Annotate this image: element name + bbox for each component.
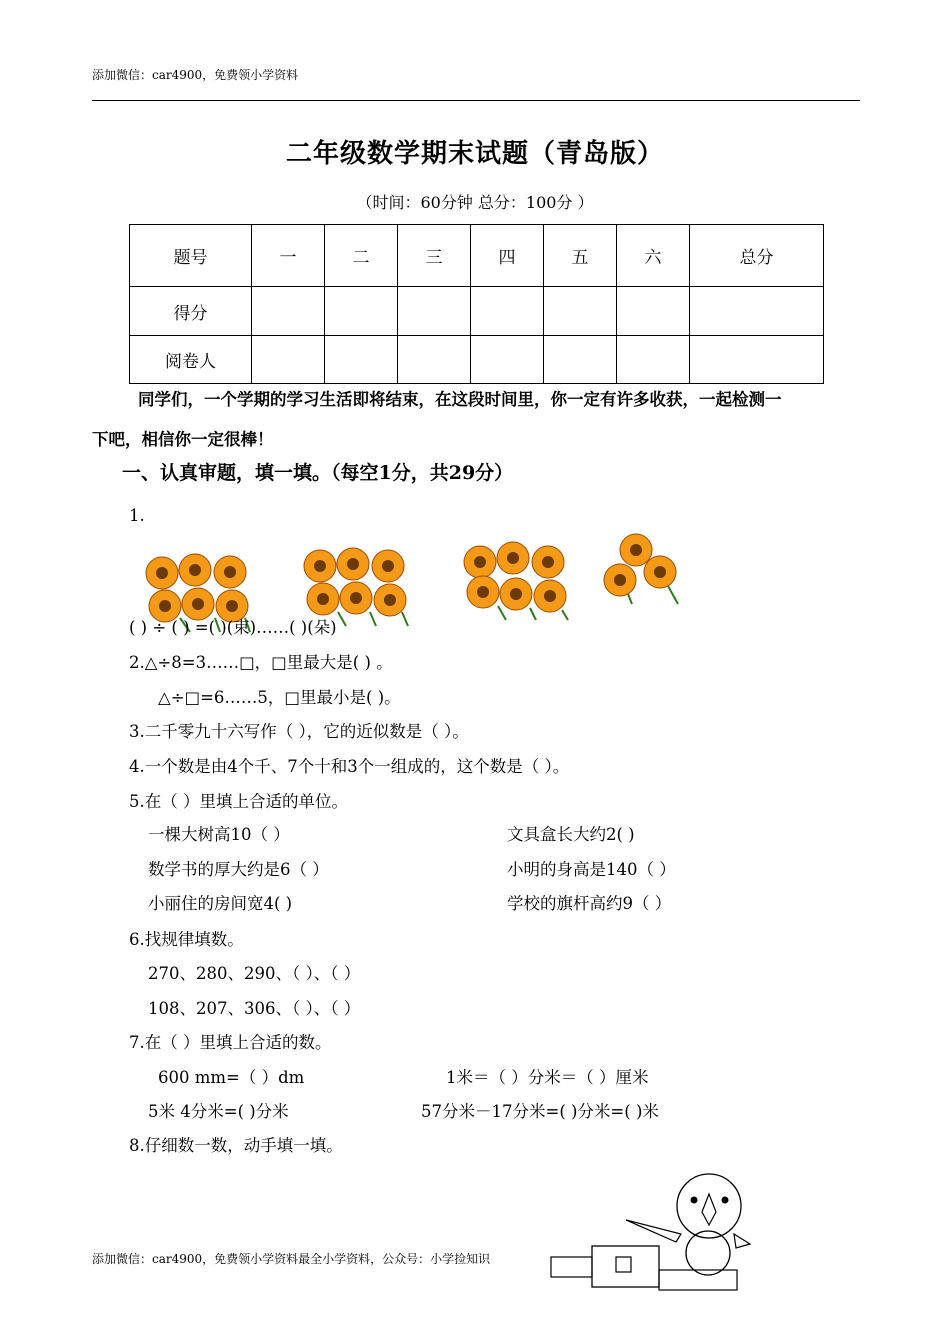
q5-item: 小明的身高是140（ ） xyxy=(507,860,676,879)
score-cell[interactable] xyxy=(252,287,325,336)
table-row xyxy=(130,225,824,287)
q5-item: 文具盒长大约2( ) xyxy=(507,825,635,844)
score-cell[interactable] xyxy=(471,287,544,336)
section-1-title: 一、认真审题，填一填。（每空1分，共29分） xyxy=(122,462,514,484)
flower-icon xyxy=(464,542,568,620)
score-table xyxy=(129,224,824,384)
q7-item: 5米 4分米=( )分米 xyxy=(148,1102,289,1121)
row-label: 阅卷人 xyxy=(130,336,252,384)
table-header-cell: 六 xyxy=(617,225,690,287)
table-header-cell: 一 xyxy=(252,225,325,287)
grader-cell[interactable] xyxy=(398,336,471,384)
shapes-figure xyxy=(548,1170,758,1296)
table-row xyxy=(130,336,824,384)
score-cell[interactable] xyxy=(617,287,690,336)
flower-group-3 xyxy=(458,540,578,625)
q6-sequence: 108、207、306、（ ）、（ ） xyxy=(148,999,361,1018)
question-8: 8.仔细数一数，动手填一填。 xyxy=(129,1136,343,1155)
table-row xyxy=(130,287,824,336)
grader-cell[interactable] xyxy=(617,336,690,384)
q5-item: 数学书的厚大约是6（ ） xyxy=(148,860,329,879)
table-header-cell: 五 xyxy=(544,225,617,287)
question-2-line-2: △÷□=6……5，□里最小是( )。 xyxy=(158,688,401,707)
score-cell[interactable] xyxy=(325,287,398,336)
grader-cell[interactable] xyxy=(252,336,325,384)
footer-note: 添加微信：car4900，免费领小学资料最全小学资料，公众号：小学捡知识 xyxy=(92,1252,491,1266)
question-4: 4.一个数是由4个千、7个十和3个一组成的，这个数是（ ）。 xyxy=(129,757,570,776)
question-5: 5.在（ ）里填上合适的单位。 xyxy=(129,792,348,811)
score-cell[interactable] xyxy=(398,287,471,336)
score-cell[interactable] xyxy=(690,287,824,336)
grader-cell[interactable] xyxy=(471,336,544,384)
grader-cell[interactable] xyxy=(690,336,824,384)
q5-item: 小丽住的房间宽4( ) xyxy=(148,894,293,913)
q7-item: 1米＝（ ）分米＝（ ）厘米 xyxy=(446,1068,649,1087)
page-title: 二年级数学期末试题（青岛版） xyxy=(285,139,664,169)
table-header-cell: 四 xyxy=(471,225,544,287)
question-7: 7.在（ ）里填上合适的数。 xyxy=(129,1033,332,1052)
intro-line-1: 同学们，一个学期的学习生活即将结束，在这段时间里，你一定有许多收获，一起检测一 xyxy=(138,390,782,409)
question-1-number: 1. xyxy=(129,506,145,525)
question-1-answer[interactable]: ( ) ÷ ( ) =( )(束)……( )(朵) xyxy=(129,618,337,637)
row-label: 得分 xyxy=(130,287,252,336)
table-header-cell: 二 xyxy=(325,225,398,287)
q5-item: 学校的旗杆高约9（ ） xyxy=(507,894,672,913)
table-header-cell: 题号 xyxy=(130,225,252,287)
question-3: 3.二千零九十六写作（ ），它的近似数是（ ）。 xyxy=(129,722,469,741)
exam-info: （时间：60分钟 总分：100分 ） xyxy=(356,193,594,212)
intro-line-2: 下吧，相信你一定很棒！ xyxy=(92,430,274,449)
header-note: 添加微信：car4900，免费领小学资料 xyxy=(92,68,299,82)
table-header-cell: 总分 xyxy=(690,225,824,287)
question-6: 6.找规律填数。 xyxy=(129,930,244,949)
q5-item: 一棵大树高10（ ） xyxy=(148,825,290,844)
q7-item: 600 mm=（ ）dm xyxy=(158,1068,305,1087)
header-divider xyxy=(92,100,860,101)
table-header-cell: 三 xyxy=(398,225,471,287)
grader-cell[interactable] xyxy=(544,336,617,384)
q7-item: 57分米－17分米=( )分米=( )米 xyxy=(421,1102,659,1121)
flower-icon xyxy=(604,534,678,604)
flower-group-4 xyxy=(598,532,693,607)
question-2-line-1: 2.△÷8=3……□，□里最大是( ) 。 xyxy=(129,653,393,672)
score-cell[interactable] xyxy=(544,287,617,336)
q6-sequence: 270、280、290、（ ）、（ ） xyxy=(148,964,361,983)
grader-cell[interactable] xyxy=(325,336,398,384)
